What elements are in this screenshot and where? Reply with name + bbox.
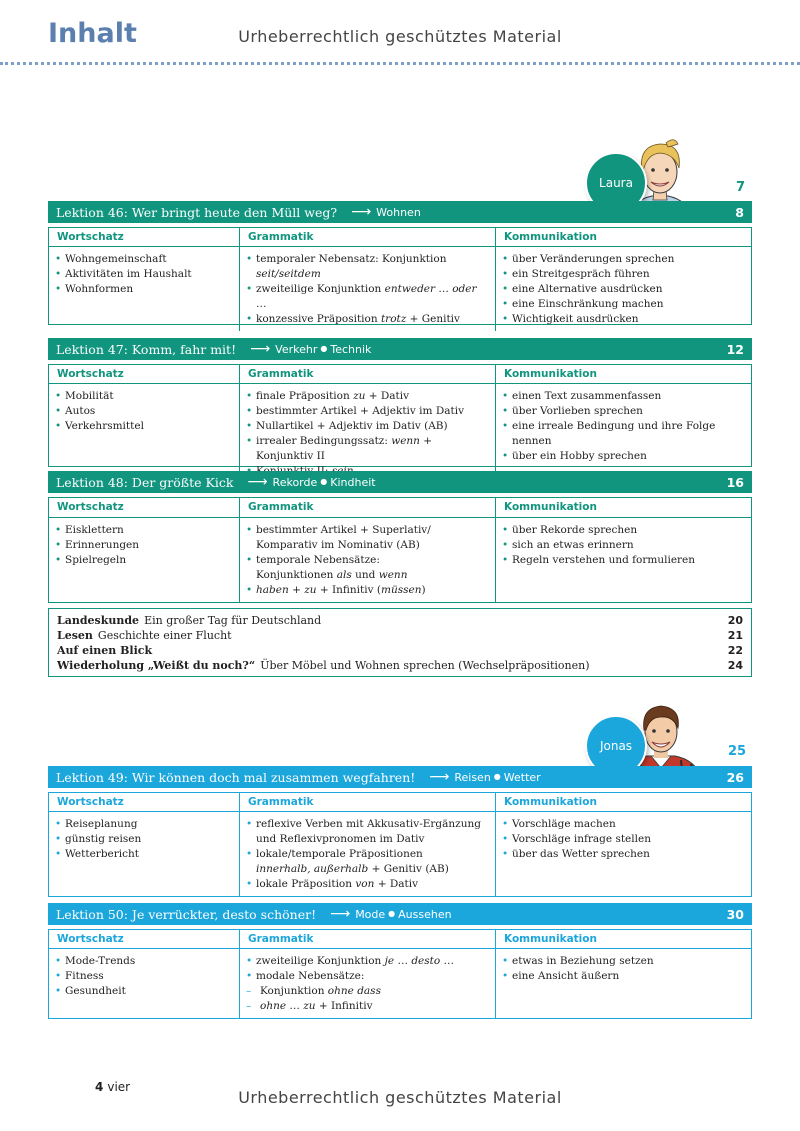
list-item: Konjunktionen als und wenn xyxy=(256,568,408,581)
laura-start-page: 7 xyxy=(736,180,746,195)
lesson-topic: Mode xyxy=(355,907,386,921)
extras-box xyxy=(48,608,752,677)
watermark-top: Urheberrechtlich geschütztes Material xyxy=(238,27,562,46)
jonas-start-page: 25 xyxy=(728,744,747,759)
list-item: • Erinnerungen xyxy=(55,538,231,553)
list-item: • eine Einschränkung machen xyxy=(502,297,743,312)
col-header-wortschatz: Wortschatz xyxy=(49,793,239,812)
list-item: • über ein Hobby sprechen xyxy=(502,449,743,464)
lesson-topic: Technik xyxy=(330,342,372,356)
lesson-header[interactable] xyxy=(48,201,752,223)
list-item: • lokale/temporale Präpositionen xyxy=(246,847,487,862)
wortschatz-cell xyxy=(49,247,239,331)
list-item: • finale Präposition zu + Dativ xyxy=(246,389,487,404)
list-item: • Wohnformen xyxy=(55,282,231,297)
page-footer: 4 vier xyxy=(95,1080,131,1094)
bullet-separator: ● xyxy=(320,343,328,353)
wortschatz-cell xyxy=(49,384,239,483)
list-item: • Mobilität xyxy=(55,389,231,404)
list-item: • bestimmter Artikel + Adjektiv im Dativ xyxy=(246,404,487,419)
col-header-kommunikation: Kommunikation xyxy=(495,793,751,812)
list-item: • einen Text zusammenfassen xyxy=(502,389,743,404)
list-item: • Vorschläge infrage stellen xyxy=(502,832,743,847)
list-item: seit/seitdem xyxy=(256,268,321,280)
kommunikation-cell xyxy=(495,812,751,896)
list-item: • günstig reisen xyxy=(55,832,231,847)
list-item: • zweiteilige Konjunktion je … desto … xyxy=(246,954,487,969)
bullet-separator: ● xyxy=(388,908,396,918)
lesson-topic: Verkehr xyxy=(275,342,318,356)
extra-row-lesen[interactable]: Lesen Geschichte einer Flucht 21 xyxy=(57,629,743,642)
lesson-header[interactable] xyxy=(48,903,752,925)
lesson-table xyxy=(48,792,752,897)
lesson-page: 30 xyxy=(726,906,744,922)
list-item: • über das Wetter sprechen xyxy=(502,847,743,862)
grammatik-cell xyxy=(239,812,495,896)
grammatik-cell xyxy=(239,949,495,1018)
grammatik-cell xyxy=(239,247,495,331)
lesson-page: 16 xyxy=(726,474,744,490)
lesson-49 xyxy=(48,766,752,897)
list-item: und Reflexivpronomen im Dativ xyxy=(256,833,425,845)
grammatik-cell xyxy=(239,518,495,603)
lesson-table xyxy=(48,497,752,603)
arrow-right-icon: ⟶ xyxy=(330,906,351,922)
list-item: • Nullartikel + Adjektiv im Dativ (AB) xyxy=(246,419,487,434)
wortschatz-cell xyxy=(49,949,239,1018)
watermark-bottom: Urheberrechtlich geschütztes Material xyxy=(238,1088,562,1107)
lesson-page: 12 xyxy=(726,341,744,357)
lesson-title: Lektion 50: Je verrückter, desto schöner! xyxy=(56,906,317,922)
lesson-table xyxy=(48,364,752,467)
list-item: • über Veränderungen sprechen xyxy=(502,252,743,267)
lesson-topic: Reisen xyxy=(454,770,491,784)
extra-row-wiederholung[interactable]: Wiederholung „Weißt du noch?“ Über Möbel und Wohnen sprechen (Wechselpräpositionen) 24 xyxy=(57,659,743,672)
lesson-table xyxy=(48,227,752,325)
list-item: • Eisklettern xyxy=(55,523,231,538)
list-item: • ein Streitgespräch führen xyxy=(502,267,743,282)
list-item: • Gesundheit xyxy=(55,984,231,999)
col-header-kommunikation: Kommunikation xyxy=(495,498,751,518)
list-item: • Verkehrsmittel xyxy=(55,419,231,434)
extra-row-auf-einen-blick[interactable]: Auf einen Blick 22 xyxy=(57,644,743,657)
list-item: • über Vorlieben sprechen xyxy=(502,404,743,419)
list-item: • Wichtigkeit ausdrücken xyxy=(502,312,743,327)
col-header-kommunikation: Kommunikation xyxy=(495,365,751,384)
kommunikation-cell xyxy=(495,949,751,1018)
col-header-wortschatz: Wortschatz xyxy=(49,498,239,518)
list-item: Komparativ im Nominativ (AB) xyxy=(256,538,420,551)
lesson-title: Lektion 46: Wer bringt heute den Müll weg? xyxy=(56,204,338,220)
list-item: • Spielregeln xyxy=(55,553,231,568)
col-header-grammatik: Grammatik xyxy=(239,930,495,949)
lesson-topic: Wohnen xyxy=(376,205,421,219)
lesson-46 xyxy=(48,201,752,325)
list-item: – ohne … zu + Infinitiv xyxy=(246,999,487,1014)
lesson-title: Lektion 47: Komm, fahr mit! xyxy=(56,341,237,357)
bullet-separator: ● xyxy=(320,476,328,486)
list-item: • eine irreale Bedingung und ihre Folge nennen xyxy=(502,419,743,449)
lesson-50 xyxy=(48,903,752,1019)
list-item: • irrealer Bedingungssatz: wenn + Konjunktiv II xyxy=(246,434,487,464)
wortschatz-cell xyxy=(49,812,239,896)
list-item: • Regeln verstehen und formulieren xyxy=(502,553,743,568)
list-item: • eine Alternative ausdrücken xyxy=(502,282,743,297)
wortschatz-cell xyxy=(49,518,239,603)
lesson-page: 26 xyxy=(726,769,744,785)
list-item: • Mode-Trends xyxy=(55,954,231,969)
list-item: • über Rekorde sprechen xyxy=(502,523,743,538)
col-header-kommunikation: Kommunikation xyxy=(495,228,751,247)
bullet-separator: ● xyxy=(493,771,501,781)
arrow-right-icon: ⟶ xyxy=(250,341,271,357)
arrow-right-icon: ⟶ xyxy=(351,204,372,220)
lesson-table xyxy=(48,929,752,1019)
list-item: • temporaler Nebensatz: Konjunktion xyxy=(246,252,487,267)
lesson-title: Lektion 49: Wir können doch mal zusammen wegfahren! xyxy=(56,769,416,785)
list-item: • haben + zu + Infinitiv (müssen) xyxy=(246,583,487,598)
col-header-grammatik: Grammatik xyxy=(239,365,495,384)
grammatik-cell xyxy=(239,384,495,483)
col-header-wortschatz: Wortschatz xyxy=(49,365,239,384)
dotted-divider xyxy=(0,62,800,65)
list-item: innerhalb, außerhalb + Genitiv (AB) xyxy=(256,863,449,875)
list-item: • zweiteilige Konjunktion entweder … oder … xyxy=(246,282,487,312)
arrow-right-icon: ⟶ xyxy=(429,769,450,785)
page-title: Inhalt xyxy=(48,18,137,49)
lesson-48 xyxy=(48,471,752,603)
list-item: • modale Nebensätze: xyxy=(246,969,487,984)
lesson-topic: Aussehen xyxy=(398,907,452,921)
list-item: • etwas in Beziehung setzen xyxy=(502,954,743,969)
lesson-title: Lektion 48: Der größte Kick xyxy=(56,474,234,490)
list-item: • bestimmter Artikel + Superlativ/ xyxy=(246,523,487,538)
col-header-grammatik: Grammatik xyxy=(239,498,495,518)
extra-row-landeskunde[interactable]: Landeskunde Ein großer Tag für Deutschland 20 xyxy=(57,614,743,627)
col-header-kommunikation: Kommunikation xyxy=(495,930,751,949)
list-item: • Vorschläge machen xyxy=(502,817,743,832)
list-item: • konzessive Präposition trotz + Genitiv xyxy=(246,312,487,327)
kommunikation-cell xyxy=(495,518,751,603)
list-item: • Wetterbericht xyxy=(55,847,231,862)
col-header-grammatik: Grammatik xyxy=(239,793,495,812)
list-item: • reflexive Verben mit Akkusativ-Ergänzung xyxy=(246,817,487,832)
kommunikation-cell xyxy=(495,247,751,331)
list-item: – Konjunktion ohne dass xyxy=(246,984,487,999)
list-item: • sich an etwas erinnern xyxy=(502,538,743,553)
list-item: • eine Ansicht äußern xyxy=(502,969,743,984)
list-item: • Autos xyxy=(55,404,231,419)
lesson-header[interactable] xyxy=(48,766,752,788)
col-header-grammatik: Grammatik xyxy=(239,228,495,247)
character-badge-jonas: Jonas xyxy=(585,715,647,777)
arrow-right-icon: ⟶ xyxy=(247,474,268,490)
col-header-wortschatz: Wortschatz xyxy=(49,930,239,949)
lesson-page: 8 xyxy=(735,204,744,220)
list-item: • temporale Nebensätze: xyxy=(246,553,487,568)
list-item: • Wohngemeinschaft xyxy=(55,252,231,267)
col-header-wortschatz: Wortschatz xyxy=(49,228,239,247)
lesson-topic: Wetter xyxy=(503,770,541,784)
list-item: • lokale Präposition von + Dativ xyxy=(246,877,487,892)
list-item: • Aktivitäten im Haushalt xyxy=(55,267,231,282)
list-item: • Reiseplanung xyxy=(55,817,231,832)
lesson-topic: Kindheit xyxy=(330,475,376,489)
character-badge-laura: Laura xyxy=(585,152,647,214)
list-item: • Fitness xyxy=(55,969,231,984)
kommunikation-cell xyxy=(495,384,751,483)
lesson-header[interactable] xyxy=(48,338,752,360)
lesson-topic: Rekorde xyxy=(272,475,318,489)
lesson-header[interactable] xyxy=(48,471,752,493)
lesson-47 xyxy=(48,338,752,467)
